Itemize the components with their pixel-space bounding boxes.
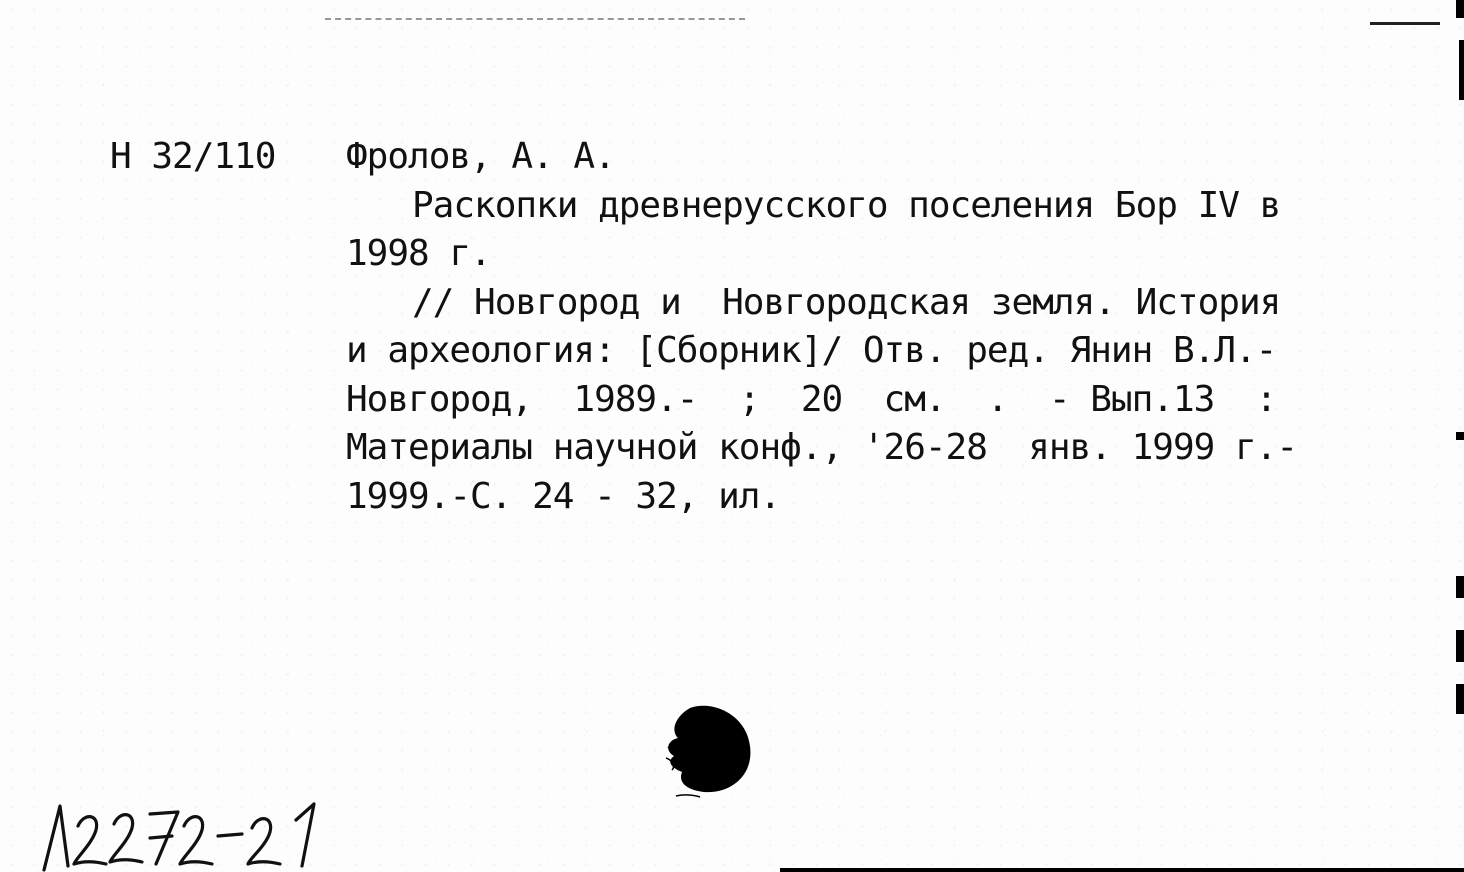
- entry-line: Раскопки древнерусского поселения Бор IV в: [412, 184, 1281, 226]
- scan-mark-top-right: [1370, 22, 1440, 25]
- scan-line-top: [325, 18, 745, 20]
- author-line: Фролов, А. А.: [346, 136, 615, 177]
- handwritten-inventory-number: [38, 800, 328, 872]
- edge-mark: [1456, 432, 1464, 440]
- call-number: H 32/110: [110, 136, 276, 177]
- edge-mark: [1456, 576, 1464, 598]
- entry-line: Материалы научной конф., '26-28 янв. 1999 г.-: [346, 427, 1297, 468]
- entry-line: 1999.-С. 24 - 32, ил.: [346, 475, 781, 517]
- bibliographic-entry: [346, 133, 1306, 521]
- entry-line: // Новгород и Новгородская земля. История: [412, 281, 1281, 323]
- edge-mark: [1456, 684, 1464, 714]
- entry-line: 1998 г.: [346, 233, 491, 274]
- edge-mark-bottom: [780, 868, 1464, 872]
- punch-hole-blot: [660, 702, 752, 798]
- edge-mark: [1459, 40, 1464, 100]
- edge-mark: [1456, 0, 1464, 18]
- entry-line: и археология: [Сборник]/ Отв. ред. Янин В.Л.-: [346, 330, 1277, 371]
- entry-line: Новгород, 1989.- ; 20 см. . - Вып.13 :: [346, 378, 1277, 420]
- edge-mark: [1456, 630, 1464, 662]
